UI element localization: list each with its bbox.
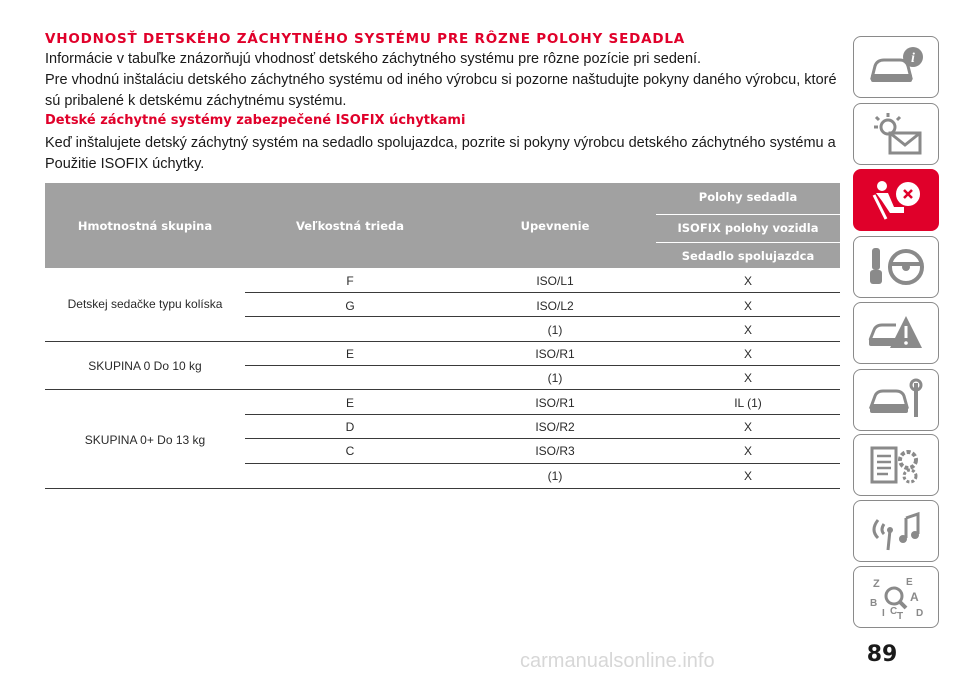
group-cell: SKUPINA 0+ Do 13 kg (84, 433, 206, 447)
fixture-cell: ISO/L1 (536, 274, 574, 288)
size-cell: G (345, 299, 355, 313)
index-letter: E (906, 577, 913, 588)
index-icon (866, 574, 926, 620)
group-divider (45, 389, 840, 390)
car-info-icon (866, 44, 926, 90)
tab-car-info[interactable] (853, 36, 939, 98)
tab-technical-data[interactable] (853, 434, 939, 496)
index-letter: Z (873, 578, 880, 590)
emergency-icon (866, 310, 926, 356)
value-cell: X (743, 444, 752, 458)
value-cell: X (743, 274, 752, 288)
svg-text:i: i (911, 51, 915, 66)
value-cell: IL (1) (734, 396, 762, 410)
index-letter: T (897, 611, 904, 620)
fixture-cell: ISO/R1 (535, 396, 575, 410)
intro-paragraph: Informácie v tabuľke znázorňujú vhodnosť detského záchytného systému pre rôzne pozície pri sedení. (45, 51, 702, 67)
tab-safety[interactable] (853, 169, 939, 231)
index-letter: I (882, 608, 885, 619)
size-cell: E (345, 396, 354, 410)
group-cell: Detskej sedačke typu kolíska (67, 297, 223, 311)
isofix-subheading: Detské záchytné systémy zabezpečené ISOFIX úchytkami (45, 113, 466, 128)
tab-maintenance[interactable] (853, 369, 939, 431)
header-size-class: Veľkostná trieda (295, 218, 405, 233)
fixture-cell: ISO/R2 (535, 420, 575, 434)
value-cell: X (743, 469, 752, 483)
page-heading: VHODNOSŤ DETSKÉHO ZÁCHYTNÉHO SYSTÉMU PRE RÔZNE POLOHY SEDADLA (45, 31, 686, 47)
passenger-seat-paragraph: Keď inštalujete detský záchytný systém na sedadlo spolujazdca, pozrite si pokyny výrobcu detského záchytného systému a Použitie ISOFIX úchytky. (45, 135, 836, 172)
fixture-cell: (1) (547, 469, 563, 483)
fixture-cell: ISO/R1 (535, 347, 575, 361)
fixture-cell: ISO/L2 (536, 299, 574, 313)
tab-emergency[interactable] (853, 302, 939, 364)
warning-lights-icon (866, 111, 926, 157)
value-cell: X (743, 323, 752, 337)
car-maintenance-icon (866, 377, 926, 423)
installation-paragraph: Pre vhodnú inštaláciu detského záchytného systému od iného výrobcu si pozorne naštudujte pokyny daného výrobcu, ktoré sú pribalené k detskému záchytnému systému. (45, 72, 837, 109)
group-divider (45, 341, 840, 342)
size-cell: C (345, 444, 355, 458)
index-letter: B (870, 598, 878, 609)
size-cell: E (345, 347, 354, 361)
group-cell: SKUPINA 0 Do 10 kg (88, 359, 202, 373)
index-letter: A (910, 590, 919, 604)
size-cell: F (346, 274, 354, 288)
row-divider (245, 438, 840, 439)
row-divider (245, 292, 840, 293)
fixture-cell: ISO/R3 (535, 444, 575, 458)
row-divider (245, 463, 840, 464)
table-header (45, 183, 840, 268)
index-letter: D (916, 608, 924, 619)
header-fixture: Upevnenie (520, 218, 590, 233)
fixture-cell: (1) (547, 371, 563, 385)
watermark: carmanualsonline.info (520, 650, 715, 672)
header-passenger-seat: Sedadlo spolujazdca (681, 248, 815, 263)
row-divider (245, 316, 840, 317)
page-number: 89 (866, 642, 898, 667)
row-divider (245, 365, 840, 366)
table-bottom-border (45, 488, 840, 489)
technical-data-icon (866, 442, 926, 488)
value-cell: X (743, 420, 752, 434)
size-cell: D (345, 420, 355, 434)
header-isofix-positions: ISOFIX polohy vozidla (677, 221, 819, 235)
safety-airbag-icon (866, 177, 926, 223)
tab-starting-driving[interactable] (853, 236, 939, 298)
value-cell: X (743, 371, 752, 385)
value-cell: X (743, 347, 752, 361)
tab-index[interactable] (853, 566, 939, 628)
header-weight-group: Hmotnostná skupina (77, 218, 213, 233)
header-seat-positions: Polohy sedadla (698, 190, 798, 204)
index-letter: C (890, 606, 898, 617)
fixture-cell: (1) (547, 323, 563, 337)
multimedia-icon (866, 508, 926, 554)
tab-warning-lights[interactable] (853, 103, 939, 165)
key-steering-icon (866, 244, 926, 290)
row-divider (245, 414, 840, 415)
tab-multimedia[interactable] (853, 500, 939, 562)
value-cell: X (743, 299, 752, 313)
